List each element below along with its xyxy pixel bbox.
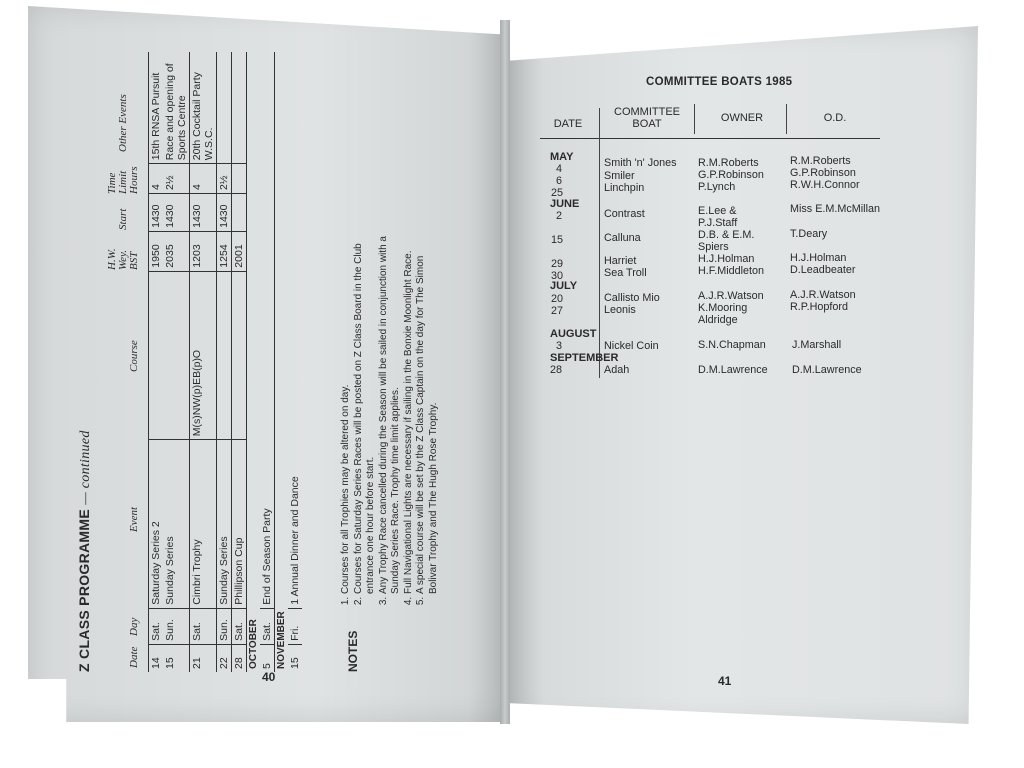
- entry-date: 15: [551, 234, 564, 246]
- cell-start: 1430: [149, 194, 164, 232]
- entry-owner: P.Lynch: [698, 181, 736, 193]
- cell-limit: 2½: [163, 164, 190, 194]
- cell-day: Sat.: [260, 608, 275, 644]
- cell-start: [232, 194, 247, 232]
- page-number-right: 41: [718, 674, 732, 688]
- programme-title: [76, 430, 94, 672]
- header-time-3: Hours: [128, 166, 140, 194]
- cell-other: 20th Cocktail Party W.S.C.: [190, 52, 217, 164]
- page-number-left: 40: [262, 670, 276, 684]
- cell-limit: [232, 164, 247, 194]
- entry-od: H.J.Holman: [790, 252, 847, 264]
- entry-owner: H.J.Holman: [698, 253, 755, 265]
- cell-start: 1430: [163, 194, 190, 232]
- month-september: SEPTEMBER: [550, 352, 619, 364]
- cell-event: Sunday Series: [217, 440, 232, 608]
- entry-boat: Harriet: [604, 255, 637, 267]
- entry-date: 30: [551, 270, 564, 282]
- header-date: Date: [128, 646, 140, 668]
- cell-event: Saturday Series 2: [149, 440, 164, 608]
- cell-event: End of Season Party: [260, 52, 275, 608]
- entry-od: D.M.Lawrence: [792, 364, 862, 376]
- header-hw-1: H.W.: [106, 248, 118, 270]
- entry-owner-cont: Spiers: [698, 241, 729, 253]
- programme-header: [102, 52, 146, 672]
- entry-owner: K.Mooring: [698, 302, 748, 314]
- table-row: [260, 52, 275, 672]
- entry-boat: Smith 'n' Jones: [604, 157, 677, 169]
- cell-hw: 2001: [232, 231, 247, 271]
- header-od: O.D.: [823, 112, 847, 124]
- cell-event: Annual Dinner and Dance: [289, 476, 301, 597]
- cell-day: Sun.: [163, 608, 190, 644]
- month-august: AUGUST: [550, 328, 597, 340]
- entry-date: 6: [556, 175, 563, 187]
- header-owner: OWNER: [720, 112, 764, 124]
- cell-course: [232, 271, 247, 440]
- note-item: 3. Any Trophy Race cancelled during the Season will be sailed in conjunction with a Sunday Series Race. Trophy time limit applies.: [378, 234, 403, 594]
- entry-date: 25: [551, 187, 564, 199]
- cell-course: [149, 271, 164, 440]
- month-july: JULY: [550, 280, 578, 292]
- cell-hw: 1203: [190, 231, 217, 271]
- cell-hw: 2035: [163, 231, 190, 271]
- month-october: OCTOBER: [247, 608, 261, 672]
- entry-owner-cont: P.J.Staff: [698, 217, 738, 229]
- entry-owner-cont: Aldridge: [698, 314, 738, 326]
- header-date: DATE: [553, 118, 583, 130]
- entry-od: Miss E.M.McMillan: [790, 203, 880, 215]
- entry-boat: Linchpin: [604, 182, 645, 194]
- cell-limit: 4: [149, 164, 164, 194]
- column-divider: [786, 104, 787, 134]
- table-row: [288, 52, 302, 672]
- entry-owner: H.F.Middleton: [698, 265, 765, 277]
- cell-course: [163, 271, 190, 440]
- cell-course: M(s)NW(p)EB(p)O: [190, 271, 217, 440]
- cell-course: [217, 271, 232, 440]
- entry-od: T.Deary: [790, 228, 828, 240]
- cell-hw: 1254: [217, 231, 232, 271]
- entry-boat: Nickel Coin: [604, 340, 659, 352]
- programme-title-suffix: — continued: [78, 430, 93, 505]
- cell-day: Sat.: [190, 608, 217, 644]
- table-row: [163, 52, 190, 672]
- cell-event: Cimbri Trophy: [190, 440, 217, 608]
- cell-limit: 2½: [217, 164, 232, 194]
- note-item: 5. A special course will be set by the Z Class Captain on the day for The Simon Bolivar Trophy and The Hugh Rose Trophy.: [415, 234, 440, 594]
- cell-day: Sun.: [217, 608, 232, 644]
- committee-boats-title: COMMITTEE BOATS 1985: [646, 76, 793, 88]
- entry-date: 4: [556, 163, 563, 175]
- entry-date: 2: [556, 210, 563, 222]
- header-time-1: Time: [106, 172, 118, 194]
- entry-boat: Leonis: [604, 304, 636, 316]
- month-november: NOVEMBER: [275, 608, 289, 672]
- entry-boat: Callisto Mio: [604, 292, 660, 304]
- cell-event-prefix: 1: [289, 598, 301, 605]
- entry-od: D.Leadbeater: [790, 264, 856, 276]
- header-event: Event: [128, 506, 140, 532]
- cell-day: Fri.: [288, 608, 302, 644]
- header-hw-2: Wey.: [117, 249, 129, 270]
- cell-event: Sunday Series: [163, 440, 190, 608]
- notes-title: NOTES: [346, 630, 360, 672]
- column-divider: [599, 108, 600, 378]
- entry-boat: Smiler: [604, 170, 635, 182]
- header-committee-boat: [602, 106, 692, 130]
- cell-date: 15: [289, 657, 301, 669]
- entry-date: 28: [550, 364, 563, 376]
- entry-od: R.W.H.Connor: [790, 179, 860, 191]
- note-item: 1. Courses for all Trophies may be altered on day.: [340, 234, 353, 594]
- entry-date: 27: [551, 305, 564, 317]
- cell-limit: 4: [190, 164, 217, 194]
- cell-event: Phillipson Cup: [232, 440, 247, 608]
- entry-od: J.Marshall: [792, 339, 842, 351]
- table-row: [232, 52, 247, 672]
- header-day: Day: [128, 617, 140, 636]
- table-row: [217, 52, 232, 672]
- header-boat-line1: COMMITTEE: [614, 106, 680, 118]
- cell-date: 28: [232, 644, 247, 672]
- note-item: 2. Courses for Saturday Series Races will be posted on Z Class Board in the Club entrance one hour before start.: [353, 234, 378, 594]
- committee-boats-header: [540, 106, 880, 139]
- entry-owner: R.M.Roberts: [698, 157, 759, 169]
- header-hw-3: BST: [128, 251, 140, 270]
- cell-day: Sat.: [149, 608, 164, 644]
- note-item: 4. Full Navigational Lights are necessary if sailing in the Bonxie Moonlight Race.: [403, 234, 416, 594]
- cell-day: Sat.: [232, 608, 247, 644]
- month-june: JUNE: [550, 198, 580, 210]
- column-divider: [694, 104, 695, 134]
- programme-table: [148, 52, 302, 672]
- entry-date: 29: [551, 258, 564, 270]
- header-course: Course: [128, 340, 140, 372]
- entry-boat: Sea Troll: [604, 267, 647, 279]
- programme-title-text: Z CLASS PROGRAMME: [76, 509, 92, 672]
- header-start: Start: [117, 208, 129, 230]
- cell-other: Race and opening of Sports Centre: [163, 52, 190, 164]
- cell-start: 1430: [217, 194, 232, 232]
- cell-start: 1430: [190, 194, 217, 232]
- entry-date: 20: [551, 293, 564, 305]
- cell-date: 22: [217, 644, 232, 672]
- z-class-programme: [76, 52, 446, 672]
- entry-od: G.P.Robinson: [790, 167, 856, 179]
- table-row: [149, 52, 164, 672]
- table-row-month: [247, 52, 261, 672]
- entry-owner: A.J.R.Watson: [698, 290, 764, 302]
- month-may: MAY: [550, 151, 574, 163]
- cell-date: 14: [149, 644, 164, 672]
- table-row-month: [275, 52, 289, 672]
- entry-owner: E.Lee &: [698, 205, 737, 217]
- cell-date: 21: [190, 644, 217, 672]
- header-boat-line2: BOAT: [632, 118, 662, 130]
- cell-date: 15: [164, 657, 176, 669]
- cell-other: [217, 52, 232, 164]
- cell-hw: 1950: [149, 231, 164, 271]
- entry-od: A.J.R.Watson: [790, 289, 856, 301]
- cell-date: 5: [261, 663, 273, 669]
- entry-boat: Calluna: [604, 232, 641, 244]
- notes-list: [340, 234, 440, 612]
- entry-boat: Contrast: [604, 208, 645, 220]
- cell-other: 15th RNSA Pursuit: [149, 52, 164, 164]
- entry-owner: D.M.Lawrence: [698, 364, 768, 376]
- entry-boat: Adah: [604, 364, 630, 376]
- cell-other: [232, 52, 247, 164]
- table-row: [190, 52, 217, 672]
- entry-owner: D.B. & E.M.: [698, 229, 755, 241]
- entry-owner: G.P.Robinson: [698, 169, 764, 181]
- entry-od: R.P.Hopford: [790, 301, 849, 313]
- entry-owner: S.N.Chapman: [698, 339, 766, 351]
- header-time-2: Limit: [117, 170, 129, 194]
- header-other-events: Other Events: [117, 94, 129, 152]
- entry-date: 3: [556, 340, 563, 352]
- book-spine: [500, 20, 510, 724]
- entry-od: R.M.Roberts: [790, 155, 851, 167]
